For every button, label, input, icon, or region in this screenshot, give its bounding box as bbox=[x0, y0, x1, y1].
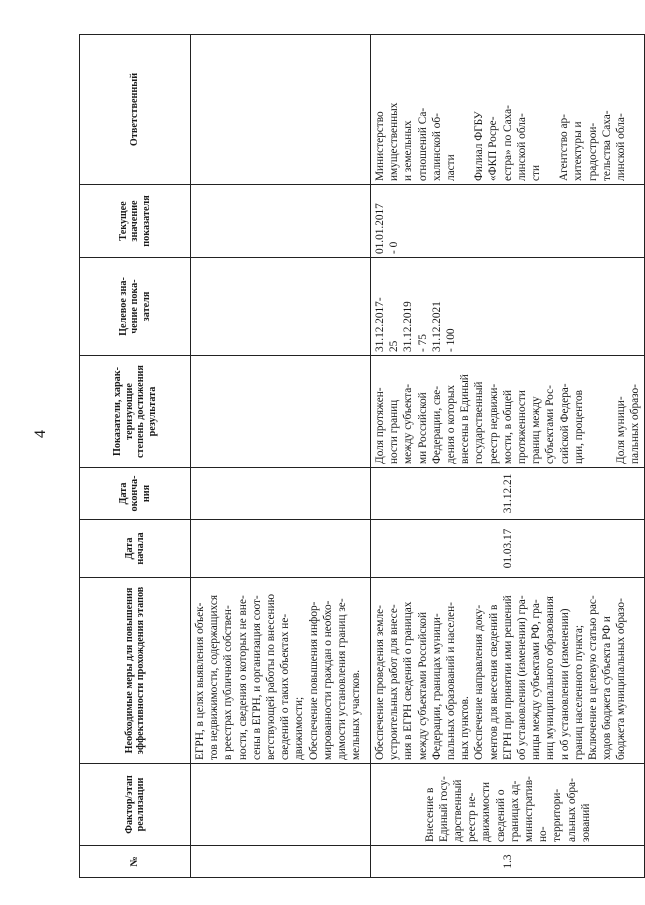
text-line: - 75 bbox=[416, 334, 429, 352]
text-line: тов недвижимости, содержащихся bbox=[208, 594, 221, 760]
header-factor bbox=[80, 764, 191, 846]
text-line: линской обла- bbox=[615, 113, 628, 181]
text-line: зований bbox=[579, 803, 592, 842]
text-line: эффективности прохождения этапов bbox=[135, 586, 146, 755]
cell-responsible-1-3 bbox=[371, 35, 645, 185]
text-line: ЕГРН при принятии ими решений bbox=[501, 595, 514, 760]
text-line: Министерство bbox=[374, 111, 386, 181]
cell-responsible-empty bbox=[191, 35, 371, 185]
text-line: ветствующей работы по внесению bbox=[265, 593, 278, 760]
text-line: халинской об- bbox=[430, 113, 443, 181]
text-line: теризующие bbox=[123, 383, 135, 440]
text-line: Дата bbox=[117, 482, 129, 505]
text-line: границах ад- bbox=[508, 780, 521, 842]
text-line: Показатели, харак- bbox=[112, 366, 123, 457]
table-row-continued bbox=[191, 35, 371, 878]
text-line: - 100 bbox=[445, 328, 458, 352]
header-num: № bbox=[80, 846, 191, 878]
text-line: реализации bbox=[135, 777, 146, 832]
text-line: ных пунктов. bbox=[459, 696, 472, 760]
text-line: и земельных bbox=[402, 120, 415, 181]
text-line: Включение в целевую статью рас- bbox=[587, 595, 600, 760]
cell-measures-1-3 bbox=[371, 578, 645, 764]
text-line: Филиал ФГБУ bbox=[473, 111, 486, 181]
cell-measures-continued bbox=[191, 578, 371, 764]
text-line: государственный bbox=[473, 381, 486, 464]
text-line: субъектами Рос- bbox=[544, 385, 557, 464]
text-line: пальных образований и населен- bbox=[445, 602, 458, 760]
text-line: имущественных bbox=[388, 102, 401, 181]
header-row bbox=[80, 35, 191, 878]
header-start bbox=[80, 520, 191, 578]
text-line: Обеспечение проведения земле- bbox=[374, 605, 386, 760]
text-line: ции, процентов bbox=[572, 389, 585, 464]
cell-num-1-3: 1.3 bbox=[371, 846, 645, 878]
text-line: Текущее bbox=[117, 201, 129, 241]
text-line: сведений о таких объектах не- bbox=[279, 613, 292, 760]
text-line: сены в ЕГРН, и организация соот- bbox=[250, 595, 263, 760]
cell-current-1-3 bbox=[371, 185, 645, 258]
cell-target-1-3 bbox=[371, 258, 645, 356]
text-line: естра» по Саха- bbox=[501, 105, 514, 181]
text-line: Обеспечение повышения инфор- bbox=[307, 601, 320, 760]
text-line: Агентство ар- bbox=[558, 114, 571, 181]
text-line: Фактор/этап bbox=[123, 775, 135, 834]
cell-start-empty bbox=[191, 520, 371, 578]
cell-factor-1-3 bbox=[371, 764, 645, 846]
cell-current-empty bbox=[191, 185, 371, 258]
rotated-page bbox=[79, 35, 642, 878]
text-line: тельства Саха- bbox=[600, 110, 613, 181]
text-line: реестр недвижи- bbox=[487, 383, 500, 464]
text-line: мированности граждан о необхо- bbox=[321, 600, 334, 760]
cell-end-empty bbox=[191, 468, 371, 520]
text-line: градострои- bbox=[586, 122, 599, 181]
text-line: ЕГРН, в целях выявления объек- bbox=[194, 602, 206, 760]
text-line: Целевое зна- bbox=[117, 277, 129, 336]
text-line: Внесение в bbox=[423, 787, 436, 842]
text-line: дения о которых bbox=[445, 384, 458, 464]
text-line: Единый госу- bbox=[437, 776, 450, 842]
text-line: линской обла- bbox=[515, 113, 528, 181]
header-indicators bbox=[80, 356, 191, 468]
text-line: движимости bbox=[480, 781, 493, 842]
text-line: 01.01.2017 bbox=[374, 203, 386, 254]
text-line: бюджета муниципальных образо- bbox=[615, 598, 628, 760]
text-line: димости установления границ зе- bbox=[336, 598, 349, 760]
table-row-1-3 bbox=[371, 35, 645, 878]
header-end bbox=[80, 468, 191, 520]
rotated-table-wrapper bbox=[79, 35, 642, 878]
responsible-block-c bbox=[557, 38, 628, 181]
text-line: движимости; bbox=[293, 696, 306, 760]
text-line: Ответственный bbox=[129, 72, 141, 147]
text-line: «ФКП Росре- bbox=[487, 116, 500, 181]
text-line: Федерации, границах муници- bbox=[430, 613, 443, 760]
text-line: ницы между субъектами РФ, гра- bbox=[530, 599, 543, 760]
cell-end-date: 31.12.21 bbox=[371, 468, 645, 520]
text-line: и об установлении (изменении) bbox=[558, 608, 571, 760]
text-line: отношений Са- bbox=[416, 107, 429, 181]
text-line: территори- bbox=[551, 788, 564, 842]
cell-target-empty bbox=[191, 258, 371, 356]
text-line: сведений о bbox=[494, 789, 507, 842]
text-line: мельных участков. bbox=[350, 669, 363, 760]
text-line: Федерации, све- bbox=[430, 385, 443, 464]
text-line: между субъектами Российской bbox=[416, 612, 429, 760]
text-line: пальных образо- bbox=[629, 384, 642, 464]
text-line: ласти bbox=[445, 154, 458, 181]
text-line: зателя bbox=[140, 291, 152, 322]
indicator-block-a bbox=[373, 359, 586, 464]
program-table bbox=[79, 34, 645, 878]
text-line: 25 bbox=[388, 340, 401, 352]
text-line: хитектуры и bbox=[572, 121, 585, 181]
header-measures bbox=[80, 578, 191, 764]
responsible-block-b bbox=[472, 38, 543, 181]
cell-num-empty bbox=[191, 846, 371, 878]
text-line: Дата bbox=[123, 537, 135, 560]
text-line: ности, сведения о которых не вне- bbox=[236, 595, 249, 760]
text-line: внесены в Единый bbox=[459, 374, 472, 464]
text-line: министратив- bbox=[522, 776, 535, 842]
header-target bbox=[80, 258, 191, 356]
text-line: ми Российской bbox=[416, 392, 429, 464]
text-line: - 0 bbox=[388, 241, 401, 254]
text-line: протяженности bbox=[516, 390, 529, 464]
text-line: 31.12.2017- bbox=[374, 297, 386, 352]
text-line: устроительных работ для внесе- bbox=[388, 604, 401, 760]
text-line: ходов бюджета субъекта РФ и bbox=[601, 616, 614, 760]
header-responsible bbox=[80, 35, 191, 185]
text-line: но- bbox=[537, 826, 550, 842]
text-line: 31.12.2019 bbox=[402, 301, 415, 352]
text-line: альных обра- bbox=[565, 778, 578, 842]
cell-start-date: 01.03.17 bbox=[371, 520, 645, 578]
text-line: об установлении (изменении) гра- bbox=[516, 595, 529, 760]
header-current bbox=[80, 185, 191, 258]
text-line: ния в ЕГРН сведений о границах bbox=[402, 601, 415, 760]
text-line: Доля муници- bbox=[615, 396, 628, 464]
text-line: Необходимые меры для повышения bbox=[123, 587, 135, 754]
text-line: ментов для внесения сведений в bbox=[487, 604, 500, 760]
text-line: начала bbox=[135, 532, 146, 565]
text-line: Обеспечение направления доку- bbox=[473, 604, 486, 760]
indicator-block-b bbox=[614, 359, 642, 464]
responsible-block-a bbox=[373, 38, 458, 181]
text-line: оконча- bbox=[129, 475, 141, 512]
text-line: ния bbox=[140, 484, 152, 503]
text-line: границ между bbox=[530, 396, 543, 464]
text-line: между субъекта- bbox=[402, 383, 415, 464]
text-line: дарственный bbox=[451, 779, 464, 842]
cell-indicators-empty bbox=[191, 356, 371, 468]
text-line: ниц муниципального образования bbox=[544, 596, 557, 760]
text-line: мости, в общей bbox=[501, 389, 514, 464]
text-line: ности границ bbox=[388, 399, 401, 464]
text-line: результата bbox=[146, 386, 158, 437]
text-line: значение bbox=[129, 200, 141, 242]
text-line: сийской Федера- bbox=[558, 383, 571, 464]
text-line: степень достижения bbox=[135, 365, 146, 458]
page-number: 4 bbox=[32, 430, 49, 438]
text-line: реестр не- bbox=[466, 792, 479, 842]
text-line: 31.12.2021 bbox=[430, 301, 443, 352]
cell-indicators-1-3 bbox=[371, 356, 645, 468]
cell-factor-empty bbox=[191, 764, 371, 846]
text-line: сти bbox=[530, 165, 543, 181]
text-line: в реестрах публичной собствен- bbox=[222, 605, 235, 760]
text-line: границ населенного пункта; bbox=[572, 624, 585, 760]
text-line: чение пока- bbox=[129, 279, 141, 334]
text-line: Доля протяжен- bbox=[374, 387, 386, 464]
text-line: показателя bbox=[140, 195, 152, 247]
